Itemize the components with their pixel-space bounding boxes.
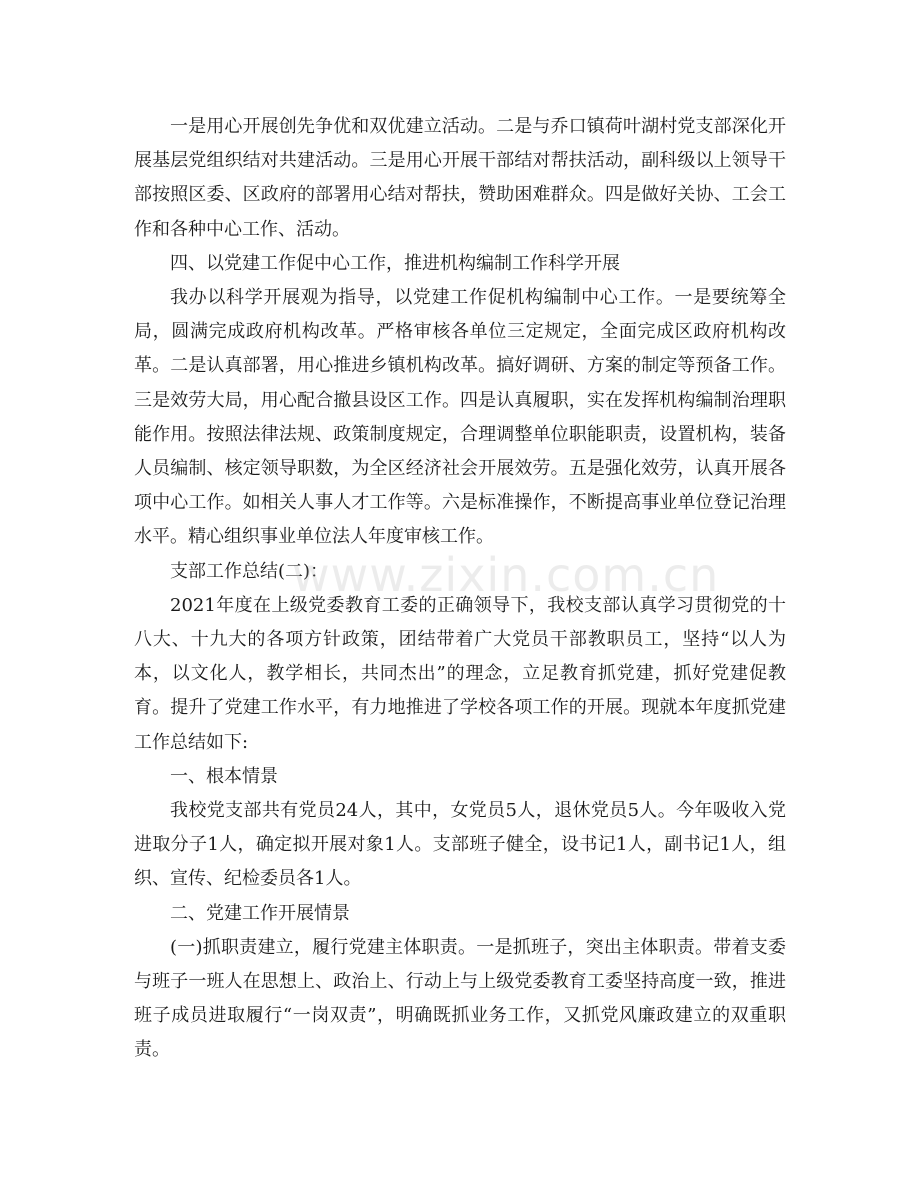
section-heading-basic-situation: 一、根本情景 — [170, 765, 278, 787]
section-heading-four: 四、以党建工作促中心工作，推进机构编制工作科学开展 — [170, 252, 620, 274]
section-heading-party-work: 二、党建工作开展情景 — [170, 902, 350, 924]
watermark-text: www.zixin.com.cn — [292, 548, 720, 602]
paragraph-institution-reform: 我办以科学开展观为指导，以党建工作促机构编制中心工作。一是要统筹全局，圆满完成政府机构改革。严格审核各单位三定规定，全面完成区政府机构改革。二是认真部署，用心推进乡镇机构改革。搞好调研、方案的制定等预备工作。三是效劳大局，用心配合撤县设区工作。四是认真履职，实在发挥机构编制治理职能作用。按照法律法规、政策制度规定，合理调整单位职能职责，设置机构，装备人员编制、核定领导职数，为全区经济社会开展效劳。五是强化效劳，认真开展各项中心工作。如相关人事人才工作等。六是标准操作，不断提高事业单位登记治理水平。精心组织事业单位法人年度审核工作。 — [134, 287, 786, 548]
paragraph-activities: 一是用心开展创先争优和双优建立活动。二是与乔口镇荷叶湖村党支部深化开展基层党组织结对共建活动。三是用心开展干部结对帮扶活动，副科级以上领导干部按照区委、区政府的部署用心结对帮扶，赞助困难群众。四是做好关协、工会工作和各种中心工作、活动。 — [134, 116, 786, 240]
paragraph-responsibility: (一)抓职责建立，履行党建主体职责。一是抓班子，突出主体职责。带着支委与班子一班人在思想上、政治上、行动上与上级党委教育工委坚持高度一致，推进班子成员进取履行“一岗双责”，明确既抓业务工作，又抓党风廉政建立的双重职责。 — [134, 936, 786, 1061]
paragraph-annual-overview: 2021年度在上级党委教育工委的正确领导下，我校支部认真学习贯彻党的十八大、十九大的各项方针政策，团结带着广大党员干部教职员工，坚持“以人为本，以文化人，教学相长，共同杰出”的理念，立足教育抓党建，抓好党建促教育。提升了党建工作水平，有力地推进了学校各项工作的开展。现就本年度抓党建工作总结如下: — [134, 594, 786, 753]
paragraph-member-stats: 我校党支部共有党员24人，其中，女党员5人，退休党员5人。今年吸收入党进取分子1人，确定拟开展对象1人。支部班子健全，设书记1人，副书记1人，组织、宣传、纪检委员各1人。 — [134, 800, 786, 890]
summary-heading-two: 支部工作总结(二)： — [170, 560, 329, 582]
